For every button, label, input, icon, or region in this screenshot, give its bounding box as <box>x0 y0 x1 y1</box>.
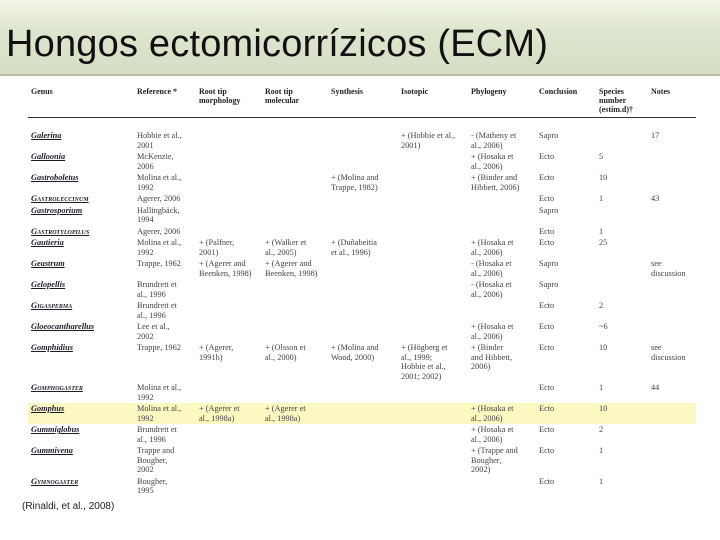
genus-cell: Galerina <box>31 131 62 140</box>
genus-cell: Gomphus <box>28 403 134 424</box>
table-cell: Ecto <box>536 403 596 424</box>
table-cell <box>398 226 468 238</box>
table-cell <box>648 403 696 424</box>
table-cell <box>648 424 696 445</box>
table-cell: + (Hosaka et al., 2006) <box>468 403 536 424</box>
table-row <box>28 424 696 445</box>
table-cell: 17 <box>651 131 660 140</box>
table-header-row <box>28 84 696 118</box>
genus-cell: Gomphidius <box>31 343 73 352</box>
genus-cell: Geastrum <box>31 259 65 268</box>
table-row <box>28 279 696 300</box>
table-cell: + (Trappe and Bougher, 2002) <box>471 446 518 474</box>
title-bar <box>0 0 720 76</box>
table-cell <box>196 130 262 151</box>
table-cell: 10 <box>599 343 608 352</box>
table-cell: Trappe, 1962 <box>137 259 181 268</box>
table-cell: Hobbie et al., 2001 <box>137 131 182 150</box>
table-cell <box>648 279 696 300</box>
table-cell <box>648 151 696 172</box>
table-cell <box>596 205 648 226</box>
table-cell: 10 <box>599 173 608 182</box>
table-cell <box>398 424 468 445</box>
table-cell: Ecto <box>539 322 555 331</box>
table-cell: Brundrett et al., 1996 <box>137 301 177 320</box>
table-cell <box>262 226 328 238</box>
table-cell <box>398 193 468 205</box>
table-cell <box>262 151 328 172</box>
table-cell <box>398 445 468 476</box>
column-header: Root tip morphology <box>196 84 262 118</box>
table-cell: 2 <box>599 301 604 310</box>
genus-cell: Gigasperma <box>31 300 73 310</box>
table-cell: + (Olsson et al., 2000) <box>265 343 306 362</box>
table-row <box>28 382 696 403</box>
genus-cell: Gloeocantharellus <box>31 322 95 331</box>
table-cell: Ecto <box>539 425 555 434</box>
table-cell <box>328 279 398 300</box>
table-cell <box>398 205 468 226</box>
table-cell: 5 <box>599 152 604 161</box>
table-cell: Ecto <box>539 152 555 161</box>
table-cell: 10 <box>596 403 648 424</box>
table-cell <box>468 476 536 497</box>
table-cell <box>398 300 468 321</box>
genus-cell: Gastrosporium <box>31 205 83 215</box>
table-row <box>28 445 696 476</box>
table-cell: Ecto <box>539 226 555 236</box>
table-cell <box>262 279 328 300</box>
table-cell: - (Matheny et al., 2006) <box>471 131 517 150</box>
table-cell <box>398 476 468 497</box>
table-cell <box>262 193 328 205</box>
table-cell <box>196 226 262 238</box>
column-header: Phylogeny <box>468 84 536 118</box>
column-header: Notes <box>648 84 696 118</box>
table-cell: 25 <box>599 238 608 247</box>
column-header: Reference * <box>134 84 196 118</box>
table-cell <box>196 279 262 300</box>
table-cell <box>648 445 696 476</box>
table-cell <box>262 205 328 226</box>
genus-cell: Gelopellis <box>31 280 66 289</box>
table-cell <box>262 321 328 342</box>
table-row <box>28 193 696 205</box>
genus-cell: Gastroleccinum <box>31 193 89 203</box>
table-cell <box>262 445 328 476</box>
column-header: Root tip molecular <box>262 84 328 118</box>
table-cell: + (Hosaka et al., 2006) <box>471 425 514 444</box>
table-cell: + (Agerer and Beenken, 1998) <box>265 259 318 278</box>
table-cell <box>328 300 398 321</box>
table-cell: Hallingbäck, 1994 <box>137 205 180 224</box>
table-cell <box>196 382 262 403</box>
table-cell <box>196 172 262 193</box>
table-cell: ~6 <box>599 322 608 331</box>
table-row <box>28 258 696 279</box>
table-cell: + (Duñabeitia et al., 1996) <box>331 238 377 257</box>
table-cell <box>262 130 328 151</box>
table-cell: + (Binder and Hibbett, 2006) <box>471 173 520 192</box>
table-cell <box>596 258 648 279</box>
table-cell <box>648 226 696 238</box>
table-cell <box>196 300 262 321</box>
table-cell: Ecto <box>539 383 555 392</box>
table-cell: Lee et al., 2002 <box>137 322 170 341</box>
table-cell <box>648 172 696 193</box>
table-cell: - (Hosaka et al., 2006) <box>471 259 512 278</box>
table-body <box>28 118 696 497</box>
table-row <box>28 151 696 172</box>
table-cell <box>398 237 468 258</box>
table-cell <box>398 382 468 403</box>
table-cell <box>262 300 328 321</box>
table-row <box>28 205 696 226</box>
table-cell: Trappe, 1962 <box>137 343 181 352</box>
genus-table <box>28 84 696 497</box>
table-row <box>28 403 696 424</box>
table-cell <box>648 321 696 342</box>
table-cell <box>328 226 398 238</box>
table-cell: + (Hobbie et al., 2001) <box>401 131 456 150</box>
table-cell <box>468 193 536 205</box>
table-cell: Sapro <box>539 205 559 215</box>
spacer-row <box>28 118 696 131</box>
genus-cell: Gastroboletus <box>31 173 79 182</box>
table-cell: 1 <box>599 383 604 392</box>
table-cell <box>596 279 648 300</box>
table-cell: Molina et al., 1992 <box>134 403 196 424</box>
table-row <box>28 130 696 151</box>
table-cell <box>262 382 328 403</box>
table-cell: + (Palfner, 2001) <box>199 238 235 257</box>
genus-cell: Gummivena <box>31 446 73 455</box>
table-cell <box>196 445 262 476</box>
column-header: Isotopic <box>398 84 468 118</box>
table-cell: see discussion <box>651 343 686 362</box>
table-cell: Molina et al., 1992 <box>137 238 182 257</box>
genus-cell: Gymnogaster <box>31 475 79 486</box>
table-cell: + (Molina and Trappe, 1982) <box>331 173 379 192</box>
table-cell <box>398 321 468 342</box>
table-cell: Molina et al., 1992 <box>137 383 182 402</box>
table-cell: 1 <box>599 226 604 236</box>
table-cell: + (Hosaka et al., 2006) <box>471 238 514 257</box>
table-cell: Ecto <box>539 301 555 310</box>
table-row <box>28 172 696 193</box>
table-cell <box>262 476 328 497</box>
table-cell: Bougher, 1995 <box>137 476 168 495</box>
genus-cell: Gomphogaster <box>31 382 83 392</box>
table-cell <box>328 193 398 205</box>
table-cell <box>262 424 328 445</box>
table-cell <box>648 300 696 321</box>
table-cell <box>648 476 696 497</box>
table-cell <box>328 130 398 151</box>
table-cell: Sapro <box>539 280 559 289</box>
table-cell: + (Agerer et al., 1998a) <box>262 403 328 424</box>
table-row <box>28 476 696 497</box>
genus-cell: Galloonia <box>31 152 66 161</box>
table-cell: 44 <box>651 383 660 392</box>
table-cell <box>468 226 536 238</box>
table-cell: + (Walker et al., 2005) <box>265 238 307 257</box>
table-cell <box>262 172 328 193</box>
table-cell: Trappe and Bougher, 2002 <box>137 446 175 474</box>
table-cell <box>196 151 262 172</box>
table-cell <box>196 205 262 226</box>
table-cell: + (Hosaka et al., 2006) <box>471 152 514 171</box>
table-cell: see discussion <box>651 259 686 278</box>
table-row <box>28 226 696 238</box>
table-row <box>28 342 696 382</box>
table-cell: + (Högberg et al., 1999; Hobbie et al., 2001; 2002) <box>401 343 448 381</box>
table-cell <box>196 193 262 205</box>
genus-cell: Gautieria <box>31 238 64 247</box>
table-cell <box>328 258 398 279</box>
table-cell <box>328 445 398 476</box>
table-cell: 43 <box>651 194 660 203</box>
table-cell <box>328 424 398 445</box>
slide-title: Hongos ectomicorrízicos (ECM) <box>6 23 549 65</box>
table-cell: Sapro <box>539 131 559 140</box>
table-cell <box>398 172 468 193</box>
table-cell: Sapro <box>539 259 559 268</box>
table-cell <box>328 476 398 497</box>
table-row <box>28 237 696 258</box>
table-cell: Agerer, 2006 <box>137 194 181 203</box>
table-cell <box>328 205 398 226</box>
table-cell: Ecto <box>539 476 555 486</box>
column-header: Conclusion <box>536 84 596 118</box>
table-cell: Ecto <box>539 238 555 247</box>
citation: (Rinaldi, et al., 2008) <box>22 501 115 512</box>
column-header: Synthesis <box>328 84 398 118</box>
table-cell <box>328 151 398 172</box>
table-cell: Ecto <box>539 343 555 352</box>
table-cell: + (Binder and Hibbett, 2006) <box>471 343 513 371</box>
table-cell: + (Molina and Wood, 2000) <box>331 343 379 362</box>
table-cell: 1 <box>599 476 604 486</box>
genus-table-wrapper <box>28 84 696 497</box>
table-cell: Molina et al., 1992 <box>137 173 182 192</box>
table-cell <box>328 321 398 342</box>
genus-cell: Gastrotylopilus <box>31 225 90 236</box>
table-cell <box>196 476 262 497</box>
table-cell <box>328 403 398 424</box>
table-cell: McKenzie, 2006 <box>137 152 174 171</box>
table-cell <box>398 403 468 424</box>
column-header: Genus <box>28 84 134 118</box>
table-cell: Ecto <box>539 173 555 182</box>
table-cell <box>398 151 468 172</box>
table-cell: + (Agerer and Beenken, 1998) <box>199 259 252 278</box>
table-cell <box>468 382 536 403</box>
table-cell: - (Hosaka et al., 2006) <box>471 280 512 299</box>
genus-cell: Gummiglobus <box>31 425 80 434</box>
table-cell: Ecto <box>539 194 555 203</box>
table-cell <box>468 205 536 226</box>
table-cell <box>468 300 536 321</box>
table-cell: Ecto <box>539 446 555 455</box>
table-row <box>28 300 696 321</box>
table-cell <box>328 382 398 403</box>
table-cell: + (Hosaka et al., 2006) <box>471 322 514 341</box>
table-cell <box>648 237 696 258</box>
table-cell <box>648 205 696 226</box>
table-cell <box>398 258 468 279</box>
table-cell: + (Agerer, 1991b) <box>199 343 234 362</box>
table-cell: 1 <box>599 194 604 203</box>
table-cell: + (Agerer et al., 1998a) <box>196 403 262 424</box>
table-cell <box>196 321 262 342</box>
table-cell: 1 <box>599 446 604 455</box>
table-row <box>28 321 696 342</box>
table-cell <box>398 279 468 300</box>
table-cell: Brundrett et al., 1996 <box>137 280 177 299</box>
table-cell <box>196 424 262 445</box>
table-cell: 2 <box>599 425 604 434</box>
table-cell <box>596 130 648 151</box>
column-header: Species number (estim.d)† <box>596 84 648 118</box>
table-cell: Brundrett et al., 1996 <box>137 425 177 444</box>
table-cell: Agerer, 2006 <box>137 226 181 236</box>
